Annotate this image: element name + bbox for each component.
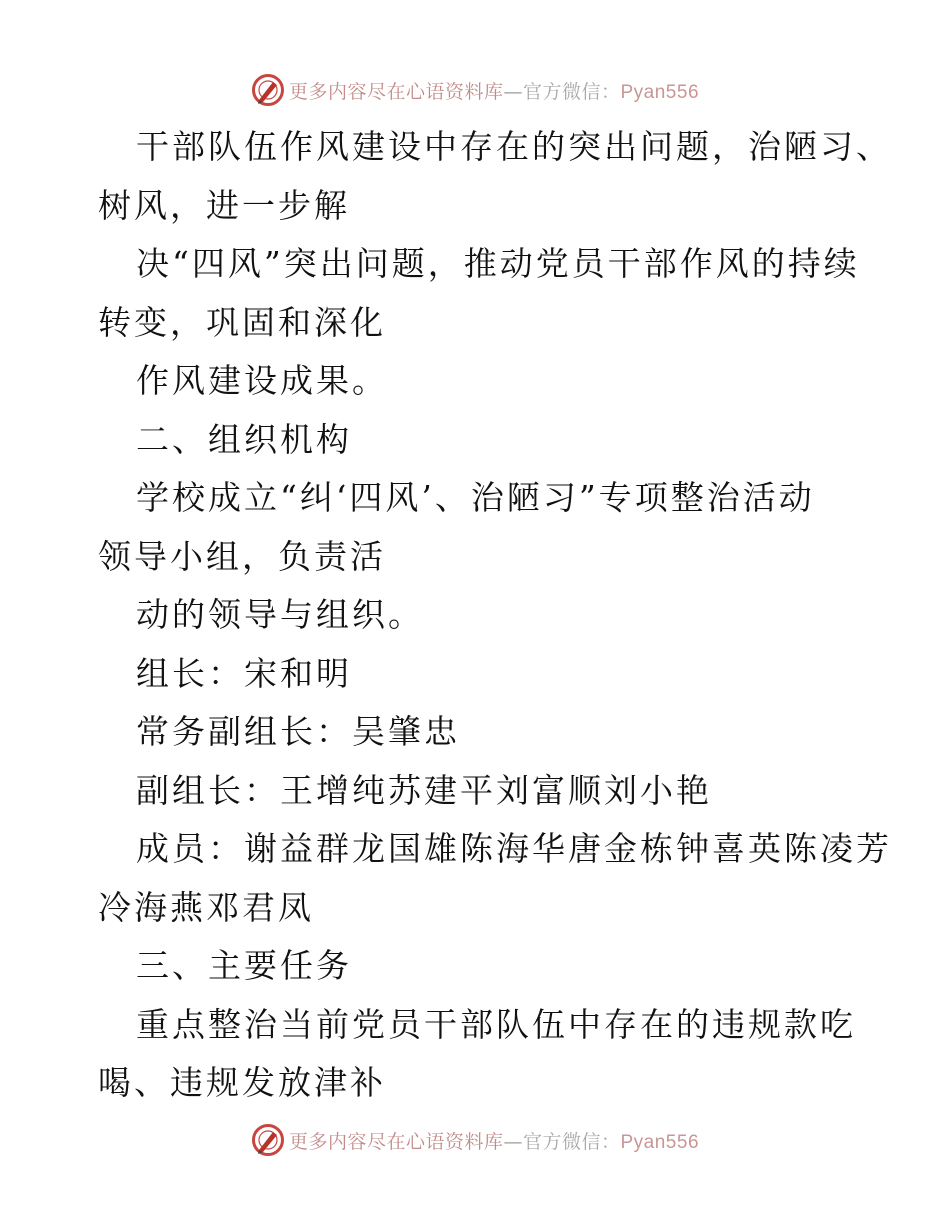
text-line: 三、主要任务 [136,946,352,985]
text-line: 成员：谢益群龙国雄陈海华唐金栋钟喜英陈凌芳 [136,829,892,868]
text-line: 转变，巩固和深化 [98,302,386,342]
text-line: 喝、违规发放津补 [98,1063,386,1102]
text-line: 组长：宋和明 [136,653,352,693]
text-line: 冷海燕邓君凤 [98,887,314,927]
text-line: 学校成立“纠‘四风’、治陋习”专项整治活动 [136,478,815,517]
text-line: 树风，进一步解 [98,185,350,225]
pen-logo-icon [251,73,285,107]
text-line: 重点整治当前党员干部队伍中存在的违规款吃 [136,1004,856,1044]
text-line: 作风建设成果。 [136,361,388,400]
text-line: 决“四风”突出问题，推动党员干部作风的持续 [136,244,860,283]
header-banner [0,70,950,110]
banner-text: 更多内容尽在心语资料库—官方微信：Pyan556 [288,80,700,103]
text-line: 动的领导与组织。 [136,595,424,634]
pen-logo-icon [251,1123,285,1157]
text-line: 常务副组长：吴肇忠 [136,712,460,751]
text-line: 副组长：王增纯苏建平刘富顺刘小艳 [136,770,712,810]
text-line: 干部队伍作风建设中存在的突出问题，治陋习、 [136,127,892,166]
text-line: 二、组织机构 [136,419,352,459]
footer-banner [0,1120,950,1160]
text-line: 领导小组，负责活 [98,536,386,576]
document-body [98,118,892,1113]
banner-text: 更多内容尽在心语资料库—官方微信：Pyan556 [288,1130,700,1153]
